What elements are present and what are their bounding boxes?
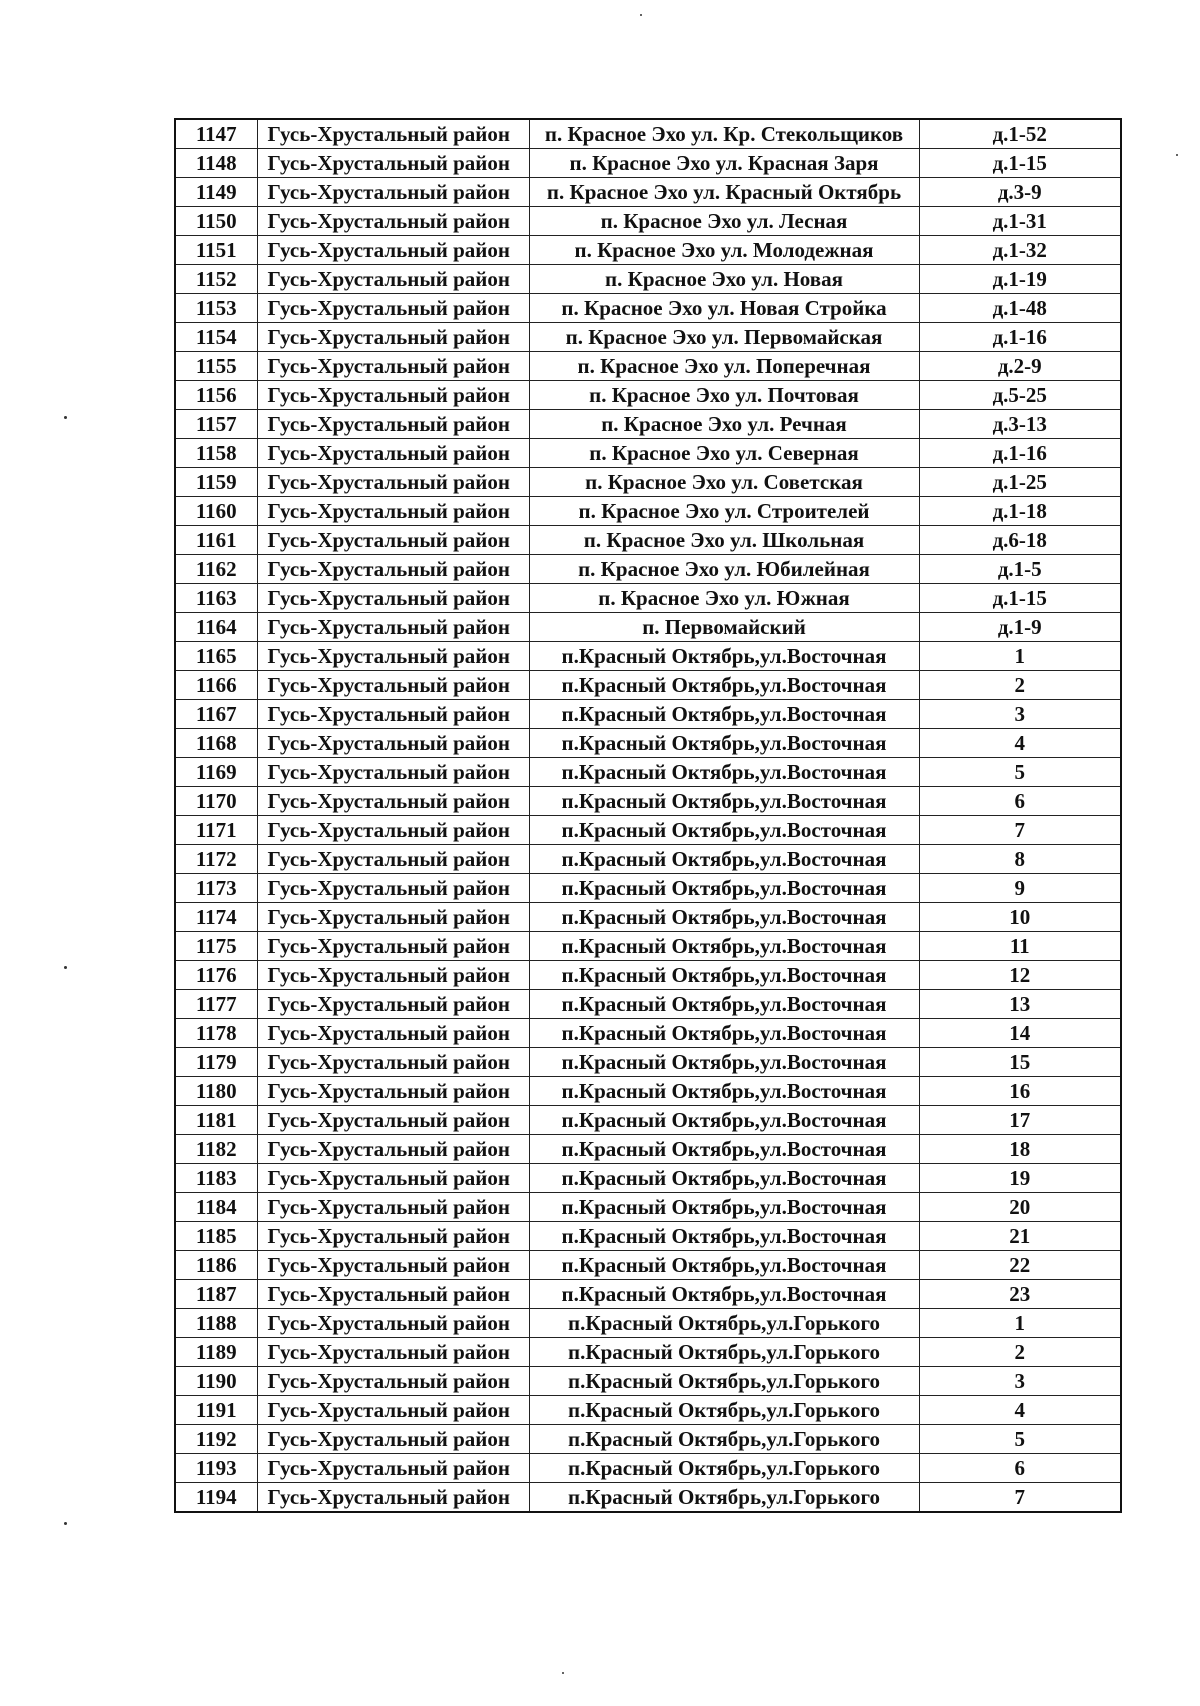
house-cell: д.1-5 — [919, 555, 1121, 584]
row-number-cell: 1153 — [175, 294, 257, 323]
row-number-cell: 1182 — [175, 1135, 257, 1164]
district-cell: Гусь-Хрустальный район — [257, 729, 529, 758]
locality-street-cell: п.Красный Октябрь,ул.Восточная — [529, 787, 919, 816]
row-number-cell: 1192 — [175, 1425, 257, 1454]
row-number-cell: 1193 — [175, 1454, 257, 1483]
table-row — [175, 816, 1121, 845]
district-cell: Гусь-Хрустальный район — [257, 1077, 529, 1106]
locality-street-cell: п.Красный Октябрь,ул.Горького — [529, 1396, 919, 1425]
district-cell: Гусь-Хрустальный район — [257, 1019, 529, 1048]
district-cell: Гусь-Хрустальный район — [257, 1280, 529, 1309]
row-number-cell: 1180 — [175, 1077, 257, 1106]
house-cell: 6 — [919, 787, 1121, 816]
locality-street-cell: п.Красный Октябрь,ул.Восточная — [529, 1222, 919, 1251]
district-cell: Гусь-Хрустальный район — [257, 1367, 529, 1396]
house-cell: д.1-31 — [919, 207, 1121, 236]
district-cell: Гусь-Хрустальный район — [257, 671, 529, 700]
row-number-cell: 1170 — [175, 787, 257, 816]
locality-street-cell: п. Красное Эхо ул. Кр. Стекольщиков — [529, 119, 919, 149]
locality-street-cell: п.Красный Октябрь,ул.Восточная — [529, 903, 919, 932]
district-cell: Гусь-Хрустальный район — [257, 990, 529, 1019]
locality-street-cell: п. Красное Эхо ул. Новая Стройка — [529, 294, 919, 323]
scan-speck — [64, 1522, 67, 1525]
house-cell: д.1-15 — [919, 149, 1121, 178]
district-cell: Гусь-Хрустальный район — [257, 1048, 529, 1077]
locality-street-cell: п. Красное Эхо ул. Советская — [529, 468, 919, 497]
locality-street-cell: п.Красный Октябрь,ул.Восточная — [529, 1164, 919, 1193]
locality-street-cell: п.Красный Октябрь,ул.Восточная — [529, 1077, 919, 1106]
row-number-cell: 1159 — [175, 468, 257, 497]
row-number-cell: 1166 — [175, 671, 257, 700]
house-cell: 9 — [919, 874, 1121, 903]
house-cell: 3 — [919, 1367, 1121, 1396]
house-cell: 15 — [919, 1048, 1121, 1077]
house-cell: 19 — [919, 1164, 1121, 1193]
district-cell: Гусь-Хрустальный район — [257, 1483, 529, 1513]
table-row — [175, 613, 1121, 642]
row-number-cell: 1168 — [175, 729, 257, 758]
table-row — [175, 584, 1121, 613]
house-cell: д.1-25 — [919, 468, 1121, 497]
house-cell: 1 — [919, 642, 1121, 671]
house-cell: д.1-48 — [919, 294, 1121, 323]
locality-street-cell: п.Красный Октябрь,ул.Восточная — [529, 642, 919, 671]
row-number-cell: 1148 — [175, 149, 257, 178]
locality-street-cell: п.Красный Октябрь,ул.Восточная — [529, 1193, 919, 1222]
table-row — [175, 439, 1121, 468]
row-number-cell: 1190 — [175, 1367, 257, 1396]
locality-street-cell: п.Красный Октябрь,ул.Горького — [529, 1483, 919, 1513]
table-row — [175, 1483, 1121, 1513]
table-row — [175, 410, 1121, 439]
row-number-cell: 1177 — [175, 990, 257, 1019]
table-row — [175, 700, 1121, 729]
row-number-cell: 1194 — [175, 1483, 257, 1513]
locality-street-cell: п. Красное Эхо ул. Школьная — [529, 526, 919, 555]
locality-street-cell: п. Первомайский — [529, 613, 919, 642]
district-cell: Гусь-Хрустальный район — [257, 584, 529, 613]
locality-street-cell: п.Красный Октябрь,ул.Восточная — [529, 932, 919, 961]
district-cell: Гусь-Хрустальный район — [257, 1251, 529, 1280]
table-row — [175, 729, 1121, 758]
district-cell: Гусь-Хрустальный район — [257, 700, 529, 729]
row-number-cell: 1178 — [175, 1019, 257, 1048]
house-cell: 7 — [919, 1483, 1121, 1513]
locality-street-cell: п.Красный Октябрь,ул.Восточная — [529, 700, 919, 729]
district-cell: Гусь-Хрустальный район — [257, 555, 529, 584]
row-number-cell: 1167 — [175, 700, 257, 729]
table-row — [175, 526, 1121, 555]
house-cell: 1 — [919, 1309, 1121, 1338]
district-cell: Гусь-Хрустальный район — [257, 1396, 529, 1425]
locality-street-cell: п. Красное Эхо ул. Молодежная — [529, 236, 919, 265]
district-cell: Гусь-Хрустальный район — [257, 1222, 529, 1251]
row-number-cell: 1161 — [175, 526, 257, 555]
district-cell: Гусь-Хрустальный район — [257, 961, 529, 990]
locality-street-cell: п. Красное Эхо ул. Поперечная — [529, 352, 919, 381]
locality-street-cell: п.Красный Октябрь,ул.Восточная — [529, 816, 919, 845]
district-cell: Гусь-Хрустальный район — [257, 787, 529, 816]
house-cell: 10 — [919, 903, 1121, 932]
table-row — [175, 497, 1121, 526]
locality-street-cell: п.Красный Октябрь,ул.Восточная — [529, 1106, 919, 1135]
row-number-cell: 1186 — [175, 1251, 257, 1280]
table-row — [175, 787, 1121, 816]
locality-street-cell: п.Красный Октябрь,ул.Горького — [529, 1309, 919, 1338]
row-number-cell: 1175 — [175, 932, 257, 961]
house-cell: д.1-32 — [919, 236, 1121, 265]
row-number-cell: 1150 — [175, 207, 257, 236]
house-cell: 11 — [919, 932, 1121, 961]
house-cell: 3 — [919, 700, 1121, 729]
row-number-cell: 1147 — [175, 119, 257, 149]
table-row — [175, 555, 1121, 584]
table-row — [175, 961, 1121, 990]
house-cell: д.1-16 — [919, 323, 1121, 352]
row-number-cell: 1184 — [175, 1193, 257, 1222]
house-cell: 20 — [919, 1193, 1121, 1222]
row-number-cell: 1163 — [175, 584, 257, 613]
district-cell: Гусь-Хрустальный район — [257, 1193, 529, 1222]
district-cell: Гусь-Хрустальный район — [257, 352, 529, 381]
table-row — [175, 1048, 1121, 1077]
row-number-cell: 1156 — [175, 381, 257, 410]
scan-speck — [562, 1672, 564, 1674]
table-row — [175, 1309, 1121, 1338]
table-row — [175, 1396, 1121, 1425]
district-cell: Гусь-Хрустальный район — [257, 874, 529, 903]
house-cell: 4 — [919, 729, 1121, 758]
locality-street-cell: п.Красный Октябрь,ул.Восточная — [529, 990, 919, 1019]
row-number-cell: 1158 — [175, 439, 257, 468]
district-cell: Гусь-Хрустальный район — [257, 758, 529, 787]
house-cell: д.1-15 — [919, 584, 1121, 613]
locality-street-cell: п. Красное Эхо ул. Лесная — [529, 207, 919, 236]
scan-speck — [64, 416, 67, 419]
house-cell: 5 — [919, 758, 1121, 787]
house-cell: д.5-25 — [919, 381, 1121, 410]
district-cell: Гусь-Хрустальный район — [257, 1106, 529, 1135]
district-cell: Гусь-Хрустальный район — [257, 265, 529, 294]
district-cell: Гусь-Хрустальный район — [257, 1309, 529, 1338]
table-row — [175, 119, 1121, 149]
row-number-cell: 1152 — [175, 265, 257, 294]
table-row — [175, 903, 1121, 932]
district-cell: Гусь-Хрустальный район — [257, 903, 529, 932]
house-cell: 4 — [919, 1396, 1121, 1425]
table-row — [175, 1193, 1121, 1222]
row-number-cell: 1189 — [175, 1338, 257, 1367]
locality-street-cell: п.Красный Октябрь,ул.Восточная — [529, 729, 919, 758]
house-cell: д.3-13 — [919, 410, 1121, 439]
table-row — [175, 149, 1121, 178]
locality-street-cell: п. Красное Эхо ул. Красная Заря — [529, 149, 919, 178]
house-cell: 6 — [919, 1454, 1121, 1483]
house-cell: д.1-52 — [919, 119, 1121, 149]
district-cell: Гусь-Хрустальный район — [257, 381, 529, 410]
row-number-cell: 1185 — [175, 1222, 257, 1251]
table-row — [175, 1164, 1121, 1193]
row-number-cell: 1172 — [175, 845, 257, 874]
table-row — [175, 1454, 1121, 1483]
table-row — [175, 642, 1121, 671]
locality-street-cell: п.Красный Октябрь,ул.Восточная — [529, 1048, 919, 1077]
locality-street-cell: п. Красное Эхо ул. Южная — [529, 584, 919, 613]
table-row — [175, 294, 1121, 323]
locality-street-cell: п.Красный Октябрь,ул.Горького — [529, 1367, 919, 1396]
district-cell: Гусь-Хрустальный район — [257, 1425, 529, 1454]
house-cell: 21 — [919, 1222, 1121, 1251]
house-cell: д.3-9 — [919, 178, 1121, 207]
table-row — [175, 352, 1121, 381]
row-number-cell: 1174 — [175, 903, 257, 932]
row-number-cell: 1187 — [175, 1280, 257, 1309]
house-cell: 12 — [919, 961, 1121, 990]
table-row — [175, 1019, 1121, 1048]
table-row — [175, 758, 1121, 787]
locality-street-cell: п.Красный Октябрь,ул.Восточная — [529, 961, 919, 990]
table-row — [175, 1367, 1121, 1396]
row-number-cell: 1151 — [175, 236, 257, 265]
locality-street-cell: п. Красное Эхо ул. Новая — [529, 265, 919, 294]
table-row — [175, 1106, 1121, 1135]
row-number-cell: 1191 — [175, 1396, 257, 1425]
table-row — [175, 1425, 1121, 1454]
house-cell: д.1-16 — [919, 439, 1121, 468]
district-cell: Гусь-Хрустальный район — [257, 497, 529, 526]
house-cell: 13 — [919, 990, 1121, 1019]
locality-street-cell: п.Красный Октябрь,ул.Восточная — [529, 874, 919, 903]
house-cell: д.2-9 — [919, 352, 1121, 381]
table-row — [175, 1338, 1121, 1367]
locality-street-cell: п.Красный Октябрь,ул.Восточная — [529, 671, 919, 700]
district-cell: Гусь-Хрустальный район — [257, 932, 529, 961]
locality-street-cell: п. Красное Эхо ул. Первомайская — [529, 323, 919, 352]
table-row — [175, 381, 1121, 410]
house-cell: 7 — [919, 816, 1121, 845]
table-row — [175, 990, 1121, 1019]
table-row — [175, 1077, 1121, 1106]
house-cell: 14 — [919, 1019, 1121, 1048]
table-row — [175, 874, 1121, 903]
house-cell: 16 — [919, 1077, 1121, 1106]
locality-street-cell: п.Красный Октябрь,ул.Горького — [529, 1454, 919, 1483]
district-cell: Гусь-Хрустальный район — [257, 845, 529, 874]
locality-street-cell: п. Красное Эхо ул. Строителей — [529, 497, 919, 526]
row-number-cell: 1165 — [175, 642, 257, 671]
locality-street-cell: п.Красный Октябрь,ул.Восточная — [529, 845, 919, 874]
table-row — [175, 932, 1121, 961]
district-cell: Гусь-Хрустальный район — [257, 526, 529, 555]
row-number-cell: 1162 — [175, 555, 257, 584]
address-table-body — [175, 119, 1121, 1512]
row-number-cell: 1188 — [175, 1309, 257, 1338]
table-row — [175, 468, 1121, 497]
district-cell: Гусь-Хрустальный район — [257, 149, 529, 178]
row-number-cell: 1164 — [175, 613, 257, 642]
table-row — [175, 178, 1121, 207]
table-row — [175, 323, 1121, 352]
district-cell: Гусь-Хрустальный район — [257, 613, 529, 642]
locality-street-cell: п.Красный Октябрь,ул.Восточная — [529, 1135, 919, 1164]
house-cell: 2 — [919, 1338, 1121, 1367]
house-cell: 23 — [919, 1280, 1121, 1309]
district-cell: Гусь-Хрустальный район — [257, 1454, 529, 1483]
row-number-cell: 1171 — [175, 816, 257, 845]
row-number-cell: 1176 — [175, 961, 257, 990]
locality-street-cell: п. Красное Эхо ул. Красный Октябрь — [529, 178, 919, 207]
district-cell: Гусь-Хрустальный район — [257, 642, 529, 671]
locality-street-cell: п. Красное Эхо ул. Северная — [529, 439, 919, 468]
house-cell: 5 — [919, 1425, 1121, 1454]
house-cell: д.1-19 — [919, 265, 1121, 294]
row-number-cell: 1183 — [175, 1164, 257, 1193]
district-cell: Гусь-Хрустальный район — [257, 1164, 529, 1193]
row-number-cell: 1179 — [175, 1048, 257, 1077]
locality-street-cell: п. Красное Эхо ул. Почтовая — [529, 381, 919, 410]
table-row — [175, 1135, 1121, 1164]
house-cell: д.1-18 — [919, 497, 1121, 526]
locality-street-cell: п.Красный Октябрь,ул.Горького — [529, 1425, 919, 1454]
address-table — [174, 118, 1122, 1513]
house-cell: д.6-18 — [919, 526, 1121, 555]
locality-street-cell: п. Красное Эхо ул. Речная — [529, 410, 919, 439]
table-row — [175, 671, 1121, 700]
scan-speck — [1176, 154, 1178, 156]
house-cell: д.1-9 — [919, 613, 1121, 642]
table-row — [175, 1222, 1121, 1251]
table-row — [175, 207, 1121, 236]
district-cell: Гусь-Хрустальный район — [257, 468, 529, 497]
locality-street-cell: п.Красный Октябрь,ул.Горького — [529, 1338, 919, 1367]
district-cell: Гусь-Хрустальный район — [257, 294, 529, 323]
table-row — [175, 1280, 1121, 1309]
district-cell: Гусь-Хрустальный район — [257, 816, 529, 845]
house-cell: 17 — [919, 1106, 1121, 1135]
house-cell: 8 — [919, 845, 1121, 874]
locality-street-cell: п.Красный Октябрь,ул.Восточная — [529, 758, 919, 787]
district-cell: Гусь-Хрустальный район — [257, 410, 529, 439]
house-cell: 18 — [919, 1135, 1121, 1164]
district-cell: Гусь-Хрустальный район — [257, 236, 529, 265]
locality-street-cell: п.Красный Октябрь,ул.Восточная — [529, 1019, 919, 1048]
row-number-cell: 1155 — [175, 352, 257, 381]
locality-street-cell: п. Красное Эхо ул. Юбилейная — [529, 555, 919, 584]
district-cell: Гусь-Хрустальный район — [257, 323, 529, 352]
locality-street-cell: п.Красный Октябрь,ул.Восточная — [529, 1280, 919, 1309]
house-cell: 22 — [919, 1251, 1121, 1280]
district-cell: Гусь-Хрустальный район — [257, 119, 529, 149]
scan-speck — [640, 14, 642, 16]
district-cell: Гусь-Хрустальный район — [257, 439, 529, 468]
locality-street-cell: п.Красный Октябрь,ул.Восточная — [529, 1251, 919, 1280]
table-row — [175, 236, 1121, 265]
table-row — [175, 1251, 1121, 1280]
district-cell: Гусь-Хрустальный район — [257, 207, 529, 236]
district-cell: Гусь-Хрустальный район — [257, 1338, 529, 1367]
row-number-cell: 1160 — [175, 497, 257, 526]
row-number-cell: 1173 — [175, 874, 257, 903]
house-cell: 2 — [919, 671, 1121, 700]
district-cell: Гусь-Хрустальный район — [257, 1135, 529, 1164]
row-number-cell: 1169 — [175, 758, 257, 787]
scan-speck — [64, 966, 67, 969]
row-number-cell: 1181 — [175, 1106, 257, 1135]
row-number-cell: 1149 — [175, 178, 257, 207]
table-row — [175, 845, 1121, 874]
table-row — [175, 265, 1121, 294]
row-number-cell: 1154 — [175, 323, 257, 352]
row-number-cell: 1157 — [175, 410, 257, 439]
district-cell: Гусь-Хрустальный район — [257, 178, 529, 207]
